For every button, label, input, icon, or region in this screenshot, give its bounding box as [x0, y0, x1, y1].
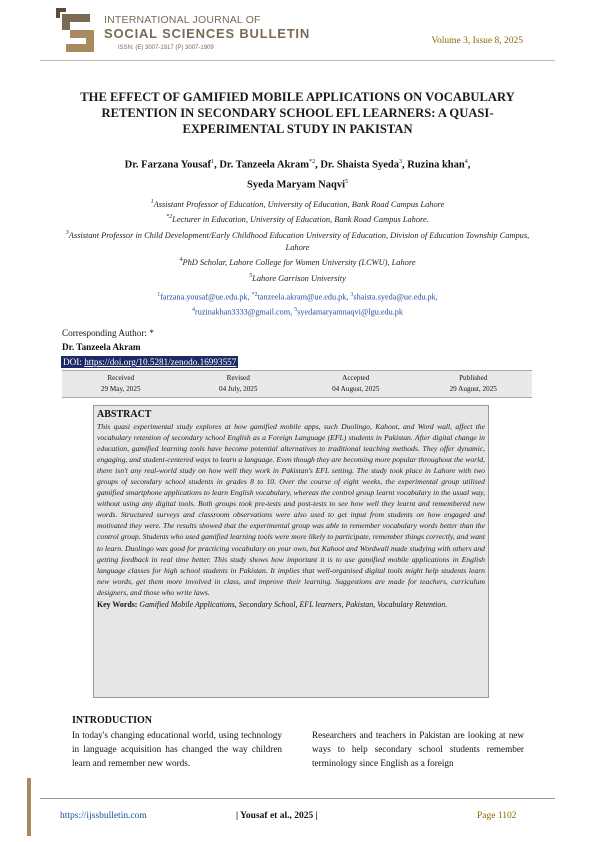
email-link[interactable]: farzana.yousaf@ue.edu.pk	[160, 292, 248, 302]
margin-accent-bar	[27, 778, 31, 836]
email-link[interactable]: tanzeela.akram@ue.edu.pk	[257, 292, 347, 302]
journal-name-line2: SOCIAL SCIENCES BULLETIN	[104, 26, 311, 41]
abstract-box	[93, 405, 489, 698]
date-received: Received 29 May, 2025	[100, 374, 141, 393]
article-title	[50, 89, 545, 137]
date-accepted: Accepted 04 August, 2025	[332, 374, 380, 393]
doi-row	[61, 356, 238, 368]
affiliation-item: $^{*2}$Lecturer in Education, University of Education, Bank Road Campus Lahore.	[166, 214, 429, 225]
affiliation-item: $^4$PhD Scholar, Lahore College for Women University (LCWU), Lahore	[179, 257, 416, 268]
body-column-right: Researchers and teachers in Pakistan are looking at new ways to help secondary school students remember terminology since English as a foreign	[312, 730, 524, 768]
keywords-label: Key Words:	[97, 599, 138, 609]
author-name: Ruzina khan	[407, 159, 465, 171]
affiliation-item: $^5$Lahore Garrison University	[249, 272, 346, 283]
author-sup: 5	[345, 178, 348, 185]
abstract-heading: ABSTRACT	[97, 409, 152, 420]
author-sup: *2	[309, 159, 316, 165]
journal-logo-icon	[56, 8, 100, 58]
email-list: $^1$farzana.yousaf@ue.edu.pk, $^{*2}$tanzeela.akram@ue.edu.pk, $^3$shaista.syeda@ue.edu.pk, $^4$ruzinakhan3333@gmail.com, $^5$syedamaryamnaqvi@lgu.edu.pk	[157, 292, 438, 317]
title-line: RETENTION IN SECONDARY SCHOOL EFL LEARNERS: A QUASI-	[101, 106, 494, 120]
footer-page-number: Page 1102	[477, 811, 517, 821]
affiliation-list	[60, 196, 535, 285]
affiliation-item: $^3$Assistant Professor in Child Development/Early Childhood Education University of Education, Division of Education Township Campus, Lahore	[65, 229, 530, 252]
author-name: Dr. Shaista Syeda	[320, 159, 399, 171]
article-dates	[62, 370, 532, 398]
email-link[interactable]: shaista.syeda@ue.edu.pk	[353, 292, 436, 302]
title-line: THE EFFECT OF GAMIFIED MOBILE APPLICATIONS ON VOCABULARY	[80, 90, 515, 104]
author-name: Dr. Tanzeela Akram	[219, 159, 310, 171]
affiliation-item: $^1$Assistant Professor of Education, University of Education, Bank Road Campus Lahore	[150, 199, 445, 209]
header-divider	[40, 60, 555, 61]
journal-issn: ISSN: (E) 3007-1917 (P) 3007-1909	[118, 45, 214, 51]
author-sup: 3	[399, 159, 402, 165]
author-sup: 4	[464, 159, 468, 165]
section-heading: INTRODUCTION	[72, 715, 153, 726]
footer-url-link[interactable]: https://ijssbulletin.com	[60, 811, 147, 821]
footer-authors: | Yousaf et al., 2025 |	[236, 811, 318, 821]
date-published: Published 29 August, 2025	[449, 374, 497, 393]
email-link[interactable]: ruzinakhan3333@gmail.com	[195, 307, 291, 317]
doi-link[interactable]: https://doi.org/10.5281/zenodo.16993557	[84, 357, 237, 367]
title-line: EXPERIMENTAL STUDY IN PAKISTAN	[182, 122, 413, 136]
author-sup: 1	[211, 159, 215, 165]
corresponding-name: Dr. Tanzeela Akram	[62, 342, 141, 352]
corresponding-label: Corresponding Author: *	[62, 328, 154, 338]
journal-name-line1: INTERNATIONAL JOURNAL OF	[104, 14, 261, 26]
keywords-text: Gamified Mobile Applications, Secondary School, EFL learners, Pakistan, Vocabulary Retention.	[139, 599, 448, 609]
doi-label: DOI:	[63, 357, 85, 367]
email-link[interactable]: syedamaryamnaqvi@lgu.edu.pk	[297, 307, 403, 317]
abstract-text: This quasi experimental study explores at how gamified mobile apps, such Duolingo, Kahoot, and Word wall, affect the vocabulary retention of secondary school English as a Foreign Language (EFL) students in Pakistan. After digital change in education, gamified learning tools have become potential alternatives to traditional teaching methods. They offer dynamic, engaging, and student-centered ways to learn a language. Even though they are becoming more popular throughout the world, there isn't any real-world study on how well they work in Pakistan's EFL setting. The study took place in Lahore with two groups of secondary school students in grades 8 to 10. Over the course of eight weeks, the experimental group utilised gamified smartphone applications to learn English vocabulary, whereas the control group learnt vocabulary in the usual way, without using any digital tools. Both groups took pre-tests and post-tests to see how well they learnt and remembered new words. Structured surveys and classroom observations were also used to get input from students on how engaged and motivated they were. The results showed that the experimental group was able to remember vocabulary words better than the control group. Students who used gamified learning tools were more likely to participate, remember things correctly, and want to learn. Duolingo was good for practicing vocabulary on your own, but Kahoot and Wordwall made studying with others and getting feedback in real time better. This study shows how important it is to use gamified mobile applications in English language classes for high school students in Pakistan. It implies that well-organised digital tools might help students learn new words, get them more involved in class, and improve their learning. Suggestions are made for teachers, curriculum designers, and those who write laws.	[97, 422, 485, 597]
footer-divider	[40, 798, 555, 799]
author-name: Dr. Farzana Yousaf	[124, 159, 212, 171]
volume-issue: Volume 3, Issue 8, 2025	[431, 36, 523, 46]
body-column-left: In today's changing educational world, using technology in language acquisition has changed the way children learn and remember new words.	[72, 730, 282, 768]
author-name: Syeda Maryam Naqvi	[247, 179, 345, 190]
author-list: Dr. Farzana Yousaf$^1$, Dr. Tanzeela Akram$^{*2}$, Dr. Shaista Syeda$^3$, Ruzina khan$^4$, Syeda Maryam Naqvi$^5$	[124, 159, 471, 190]
date-revised: Revised 04 July, 2025	[219, 374, 258, 393]
keywords	[97, 599, 485, 610]
